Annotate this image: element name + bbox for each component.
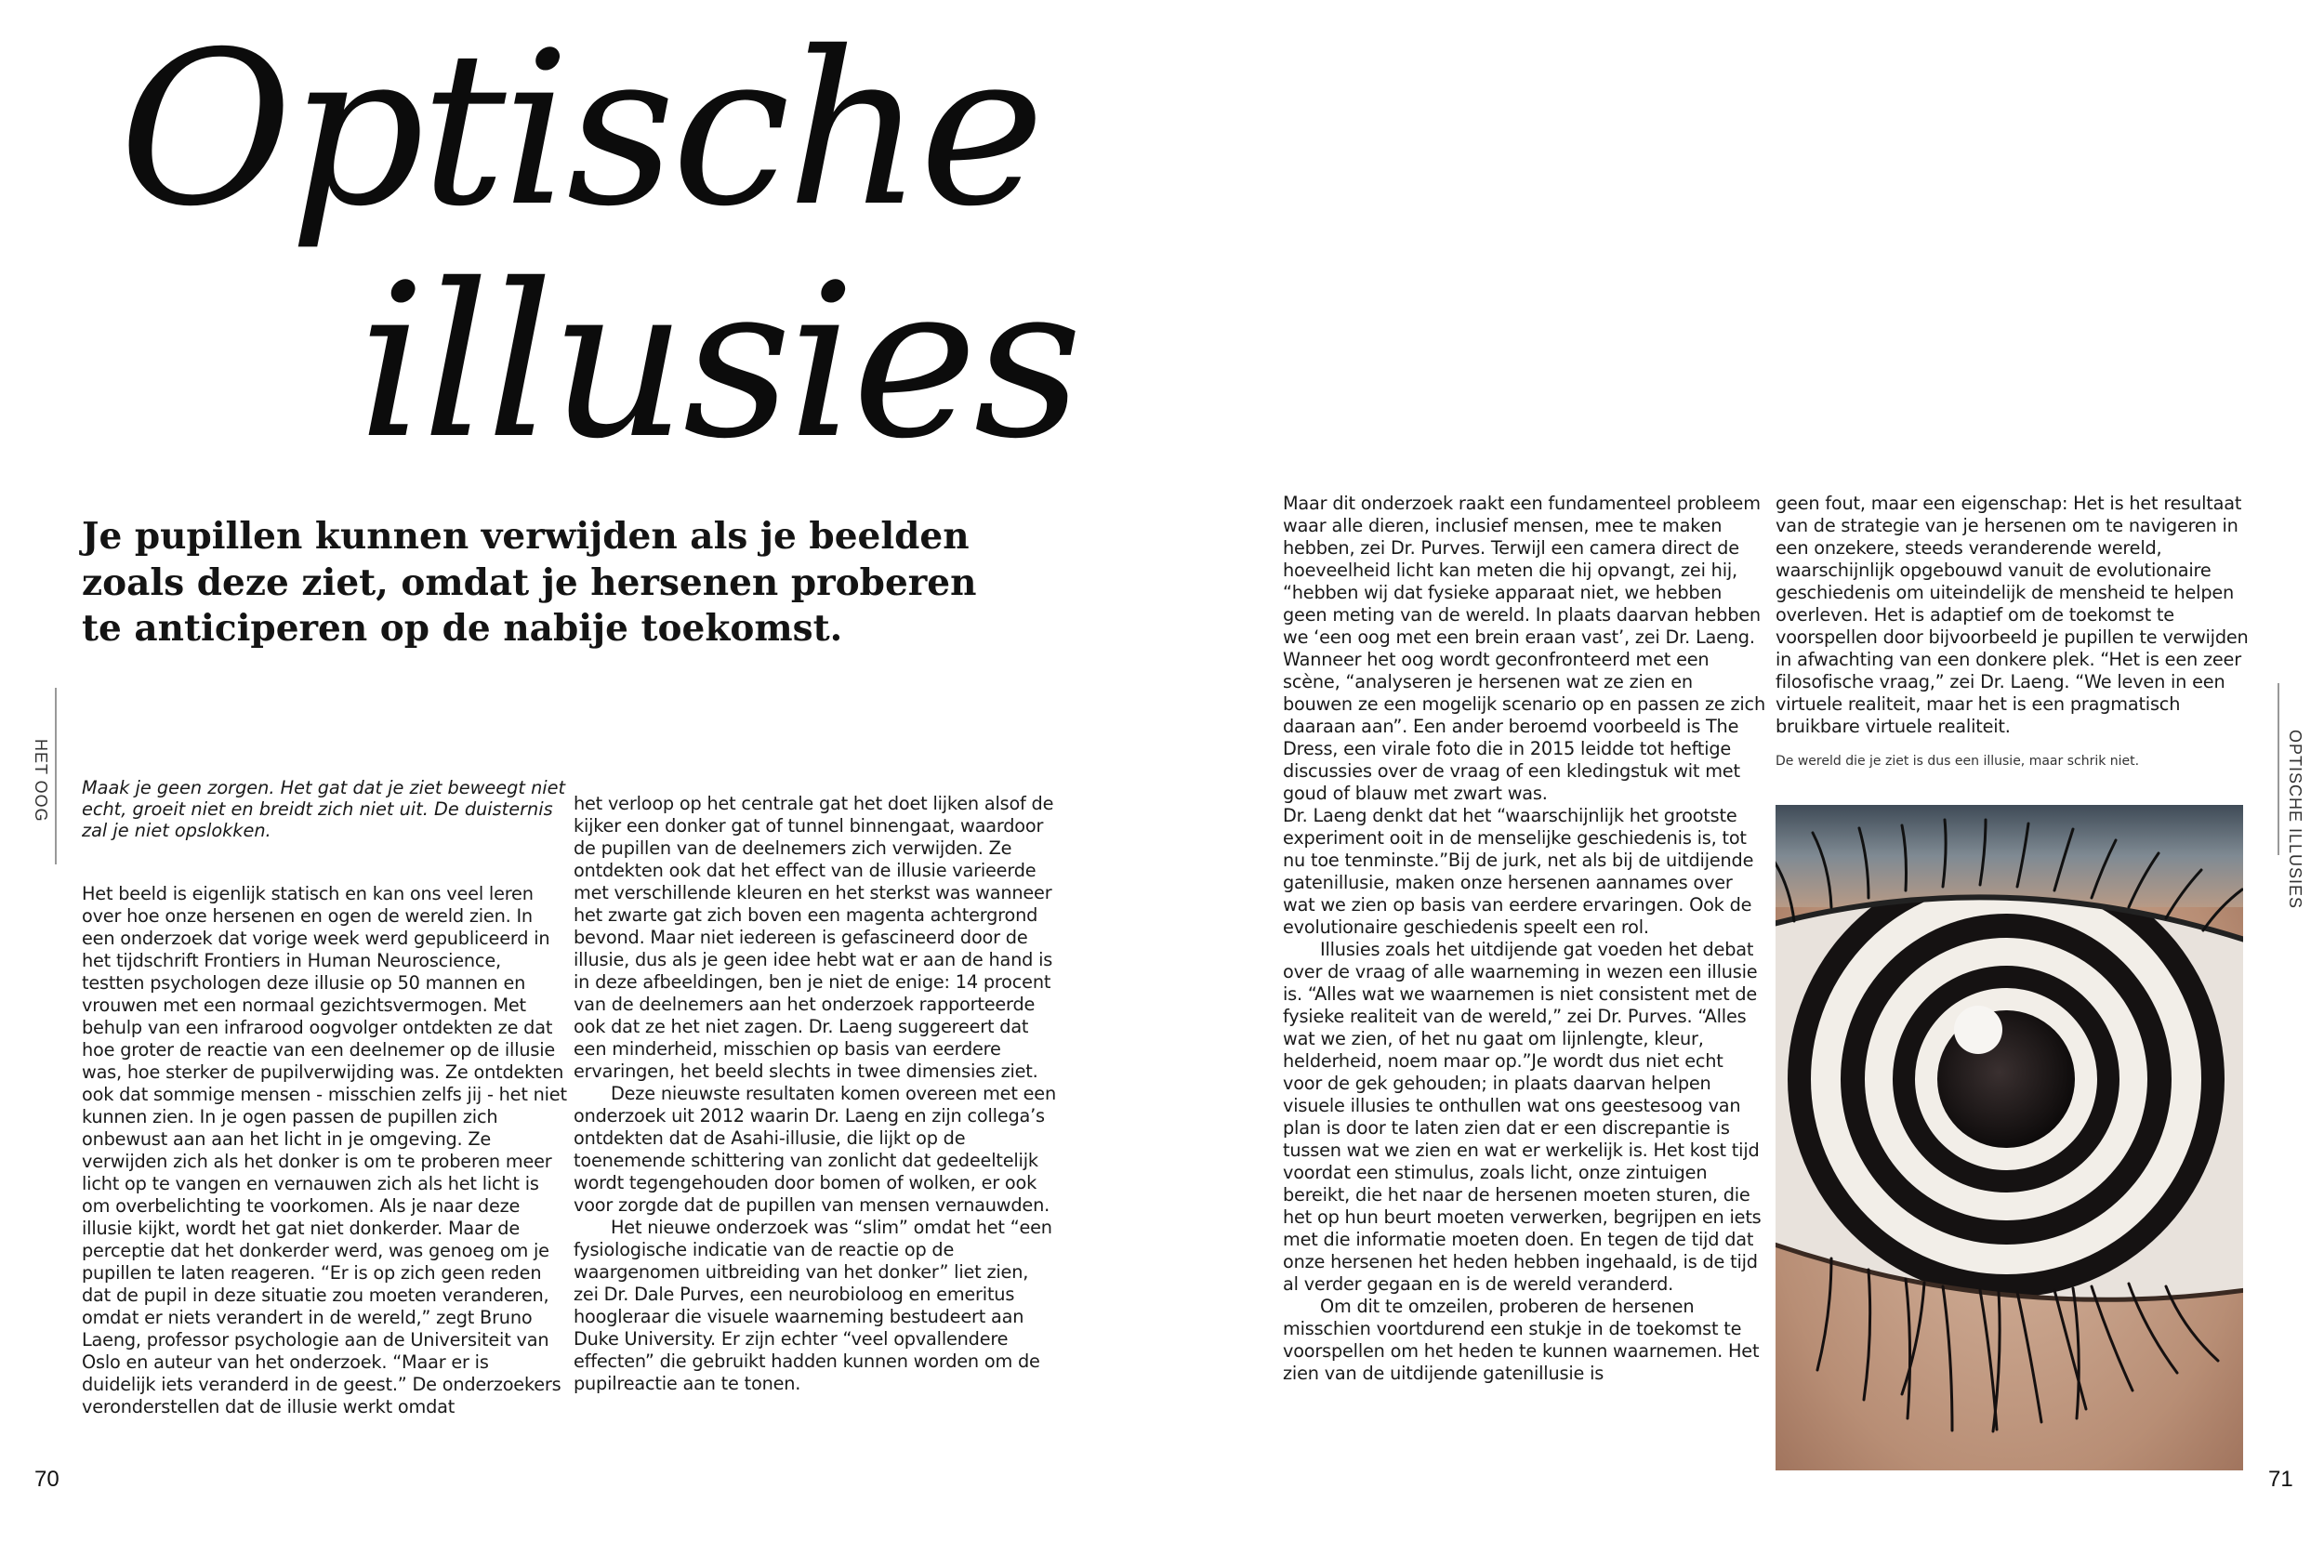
- subtitle-line: Je pupillen kunnen verwijden als je beelden: [82, 515, 970, 558]
- section-label-left: HET OOG: [32, 739, 50, 823]
- article-paragraph: Het nieuwe onderzoek was “slim” omdat het “een fysiologische indicatie van de reactie op de waargenomen uitbreiding van het donker” liet zien, zei Dr. Dale Purves, een neurobioloog en emeritus hoogleraar die visuele waarneming bestudeert aan Duke University. Er zijn echter “veel opvallendere effecten” die gebruikt hadden kunnen worden om de pupilreactie aan te tonen.: [574, 1217, 1052, 1394]
- article-paragraph: Het beeld is eigenlijk statisch en kan ons veel leren over hoe onze hersenen en ogen de wereld zien. In een onderzoek dat vorige week werd gepubliceerd in het tijdschrift Frontiers in Human Neuroscience, testten psychologen deze illusie op 50 mannen en vrouwen met een normaal gezichtsvermogen. Met behulp van een infrarood oogvolger ontdekten ze dat hoe groter de reactie van een deelnemer op de illusie was, hoe sterker de pupilverwijding was. Ze ontdekten ook dat sommige mensen - misschien zelfs jij - het niet kunnen zien. In je ogen passen de pupillen zich onbewust aan aan het licht in je omgeving. Ze verwijden zich als het donker is om te proberen meer licht op te vangen en vernauwen zich als het licht is om overbelichting te voorkomen. Als je naar deze illusie kijkt, wordt het gat niet donkerder. Maar de perceptie dat het donkerder werd, was genoeg om je pupillen te laten reageren. “Er is op zich geen reden dat de pupil in deze situatie zou moeten veranderen, omdat er niets verandert in de wereld,” zegt Bruno Laeng, professor psychologie aan de Universiteit van Oslo en auteur van het onderzoek. “Maar er is duidelijk iets veranderd in de geest.” De onderzoekers veronderstellen dat de illusie werkt omdat: [82, 883, 567, 1417]
- section-divider-left: [55, 688, 57, 864]
- article-paragraph: Om dit te omzeilen, proberen de hersenen misschien voortdurend een stukje in de toekomst te voorspellen om het heden te kunnen waarnemen. Het zien van de uitdijende gatenillusie is: [1283, 1296, 1760, 1384]
- article-column-2: [574, 793, 1057, 1395]
- article-paragraph: Maar dit onderzoek raakt een fundamenteel probleem waar alle dieren, inclusief mensen, mee te maken hebben, zei Dr. Purves. Terwijl een camera direct de hoeveelheid licht kan meten die hij opvangt, zei hij, “hebben wij dat fysieke apparaat niet, we hebben geen meting van de wereld. In plaats daarvan hebben we ‘een oog met een brein eraan vast’, zei Dr. Laeng. Wanneer het oog wordt geconfronteerd met een scène, “analyseren je hersenen wat ze zien en bouwen ze een mogelijk scenario op en passen ze zich daaraan aan”. Een ander beroemd voorbeeld is The Dress, een virale foto die in 2015 leidde tot heftige discussies over de vraag of een kledingstuk wit met goud of blauw met zwart was.: [1283, 493, 1765, 804]
- subtitle-line: te anticiperen op de nabije toekomst.: [82, 607, 843, 651]
- page-number-left: 70: [34, 1467, 59, 1492]
- section-label-right: OPTISCHE ILLUSIES: [2286, 730, 2304, 910]
- photo-caption: De wereld die je ziet is dus een illusie, maar schrik niet.: [1776, 754, 2140, 769]
- article-column-4: [1776, 493, 2259, 738]
- page-title-line-2: illusies: [358, 238, 1079, 485]
- spiral-eye-image: [1776, 805, 2243, 1470]
- article-paragraph: Illusies zoals het uitdijende gat voeden het debat over de vraag of alle waarneming in wezen een illusie is. “Alles wat we waarnemen is niet consistent met de fysieke realiteit van de wereld,” zei Dr. Purves. “Alles wat we zien, of het nu gaat om lijnlengte, kleur, helderheid, noem maar op.”Je wordt dus niet echt voor de gek gehouden; in plaats daarvan helpen visuele illusies te onthullen wat ons geestesoog van plan is door te laten zien dat er een discrepantie is tussen wat we zien en wat er werkelijk is. Het kost tijd voordat een stimulus, zoals licht, onze zintuigen bereikt, die het naar de hersenen moeten sturen, die het op hun beurt moeten verwerken, begrijpen en iets met die informatie moeten doen. En tegen de tijd dat onze hersenen het heden hebben ingehaald, is de tijd al verder gegaan en is de wereld veranderd.: [1283, 939, 1762, 1295]
- subtitle-line: zoals deze ziet, omdat je hersenen proberen: [82, 560, 977, 604]
- page-number-right: 71: [2268, 1467, 2293, 1492]
- article-column-1: [82, 883, 567, 1418]
- article-paragraph: geen fout, maar een eigenschap: Het is het resultaat van de strategie van je hersenen om te navigeren in een onzekere, steeds veranderende wereld, waarschijnlijk opgebouwd vanuit de evolutionaire geschiedenis om uiteindelijk de mensheid te helpen overleven. Het is adaptief om de toekomst te voorspellen door bijvoorbeeld je pupillen te verwijden in afwachting van een donkere plek. “Het is een zeer filosofische vraag,” zei Dr. Laeng. “We leven in een virtuele realiteit, maar het is een pragmatisch bruikbare virtuele realiteit.: [1776, 493, 2249, 737]
- article-paragraph: Deze nieuwste resultaten komen overeen met een onderzoek uit 2012 waarin Dr. Laeng en zijn collega’s ontdekten dat de Asahi-illusie, die lijkt op de toenemende schittering van zonlicht dat gedeeltelijk wordt tegengehouden door bomen of wolken, er ook voor zorgde dat de pupillen van mensen vernauwden.: [574, 1083, 1056, 1216]
- subtitle: [82, 514, 977, 652]
- article-intro: Maak je geen zorgen. Het gat dat je ziet beweegt niet echt, groeit niet en breidt zich niet uit. De duisternis zal je niet opslokken.: [82, 777, 566, 841]
- section-divider-right: [2278, 683, 2279, 855]
- article-paragraph: Dr. Laeng denkt dat het “waarschijnlijk het grootste experiment ooit in de menselijke geschiedenis is, tot nu toe tenminste.”Bij de jurk, net als bij de uitdijende gatenillusie, maken onze hersenen aannames over wat we zien op basis van eerdere ervaringen. Ook de evolutionaire geschiedenis speelt een rol.: [1283, 805, 1754, 938]
- article-paragraph: het verloop op het centrale gat het doet lijken alsof de kijker een donker gat of tunnel binnengaat, waardoor de pupillen van de deelnemers zich verwijden. Ze ontdekten ook dat het effect van de illusie varieerde met verschillende kleuren en het sterkst was wanneer het zwarte gat zich boven een magenta achtergrond bevond. Maar niet iedereen is gefascineerd door de illusie, dus als je geen idee hebt wat er aan de hand is in deze afbeeldingen, ben je niet de enige: 14 procent van de deelnemers aan het onderzoek rapporteerde ook dat ze het niet zagen. Dr. Laeng suggereert dat een minderheid, misschien op basis van eerdere ervaringen, het beeld slechts in twee dimensies ziet.: [574, 793, 1054, 1082]
- page-title-line-1: Optische: [119, 6, 1041, 253]
- article-column-3: [1283, 493, 1766, 1385]
